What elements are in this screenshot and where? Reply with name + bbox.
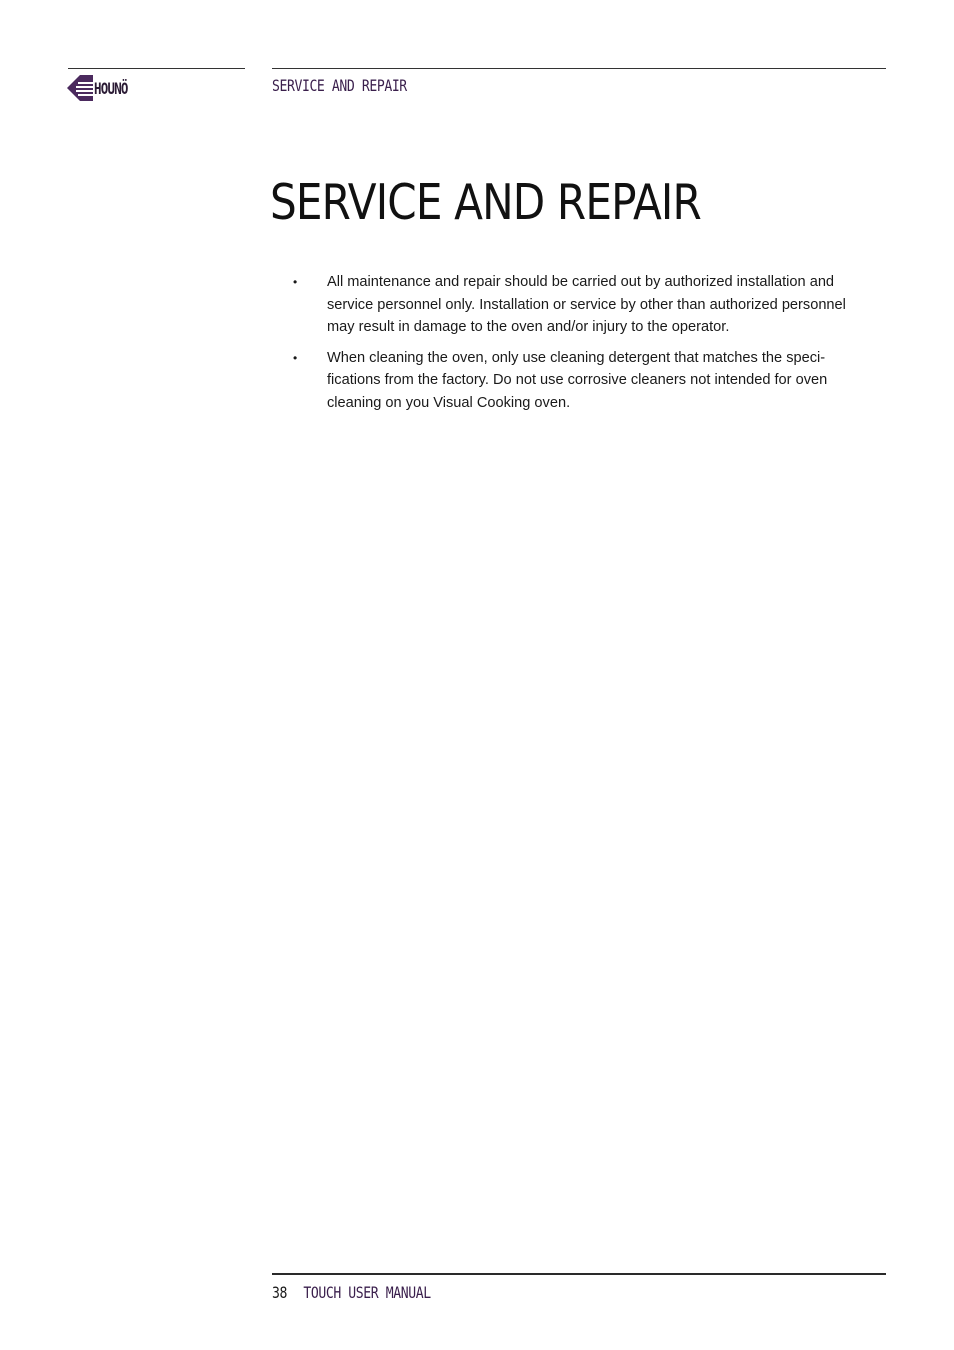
footer-divider — [272, 1273, 886, 1275]
list-item — [291, 347, 871, 415]
manual-title: TOUCH USER MANUAL — [303, 1283, 431, 1302]
page-title: SERVICE AND REPAIR — [270, 174, 701, 231]
logo-divider — [68, 68, 245, 69]
bullet-marker: • — [293, 275, 298, 289]
bullet-marker: • — [293, 350, 298, 365]
hounoe-logo-icon — [67, 74, 93, 102]
header-divider — [272, 68, 886, 69]
logo-wordmark: HOUNÖ — [94, 78, 128, 98]
page-footer — [272, 1283, 431, 1302]
list-item — [291, 271, 871, 339]
bullet-text: When cleaning the oven, only use cleaning detergent that matches the speci-fications from the factory. Do not use corrosive cleaners not intended for oven cleaning on you Visual Cooking oven. — [327, 349, 828, 411]
running-header: SERVICE AND REPAIR — [272, 76, 407, 95]
bullet-text: All maintenance and repair should be carried out by authorized installation and service personnel only. Installation or service by other than authorized personnel may result in damage to the oven and/or injury to the operator. — [327, 274, 846, 336]
brand-logo — [67, 74, 137, 102]
page-number: 38 — [272, 1283, 287, 1302]
bullet-list — [291, 271, 871, 423]
